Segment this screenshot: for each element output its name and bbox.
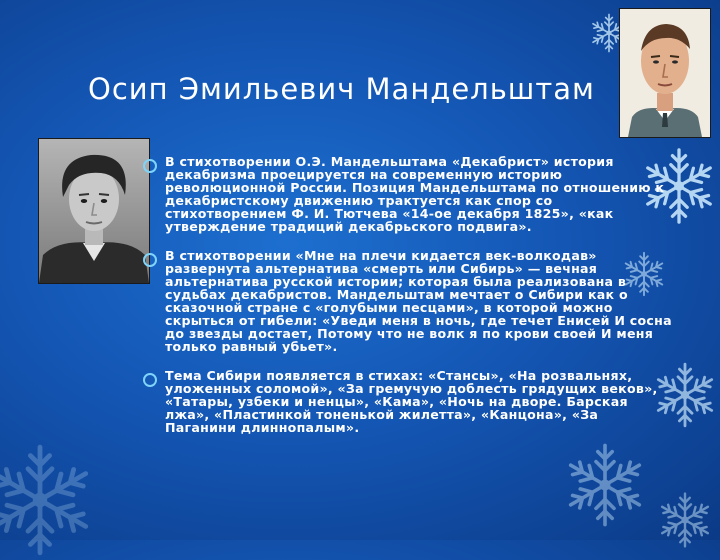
snowflake-icon [560,440,650,530]
snowflake-icon [655,490,715,550]
list-item [143,155,673,233]
bullet-text: В стихотворении «Мне на плечи кидается век-волкодав» развернута альтернатива «смерть или Сибирь» — вечная альтернатива русской истории; которая была реализована в судьбах декабристов. Мандельштам мечтает о Сибири как о сказочной стране с «голубыми песцами», в которой можно скрыться от гибели: «Уведи меня в ночь, где течет Енисей И сосна до звезды достает, Потому что не волк я по крови своей И меня только равный убьет». [165,248,672,354]
snowflake-icon [0,440,100,560]
portrait-photo [38,138,150,284]
bullet-text: Тема Сибири появляется в стихах: «Стансы», «На розвальнях, уложенных соломой», «За гремучую доблесть грядущих веков», «Татары, узбеки и ненцы», «Кама», «Ночь на дворе. Барская лжа», «Пластинкой тоненькой жилетта», «Канцона», «За Паганини длиннопалым». [165,368,658,435]
bullet-text: В стихотворении О.Э. Мандельштама «Декабрист» история декабризма проецируется на современную историю революционной России. Позиция Мандельштама по отношению к декабристскому движению трактуется как спор со стихотворением Ф. И. Тютчева «14-ое декабря 1825», «как утверждение традиций декабрьского подвига». [165,154,665,234]
list-item [143,249,673,353]
portrait-drawing [619,8,711,138]
bullet-ring-icon [143,373,157,387]
slide-title: Осип Эмильевич Мандельштам [88,72,595,106]
bullet-ring-icon [143,159,157,173]
bullet-list [143,155,673,450]
bullet-ring-icon [143,253,157,267]
list-item [143,369,673,434]
